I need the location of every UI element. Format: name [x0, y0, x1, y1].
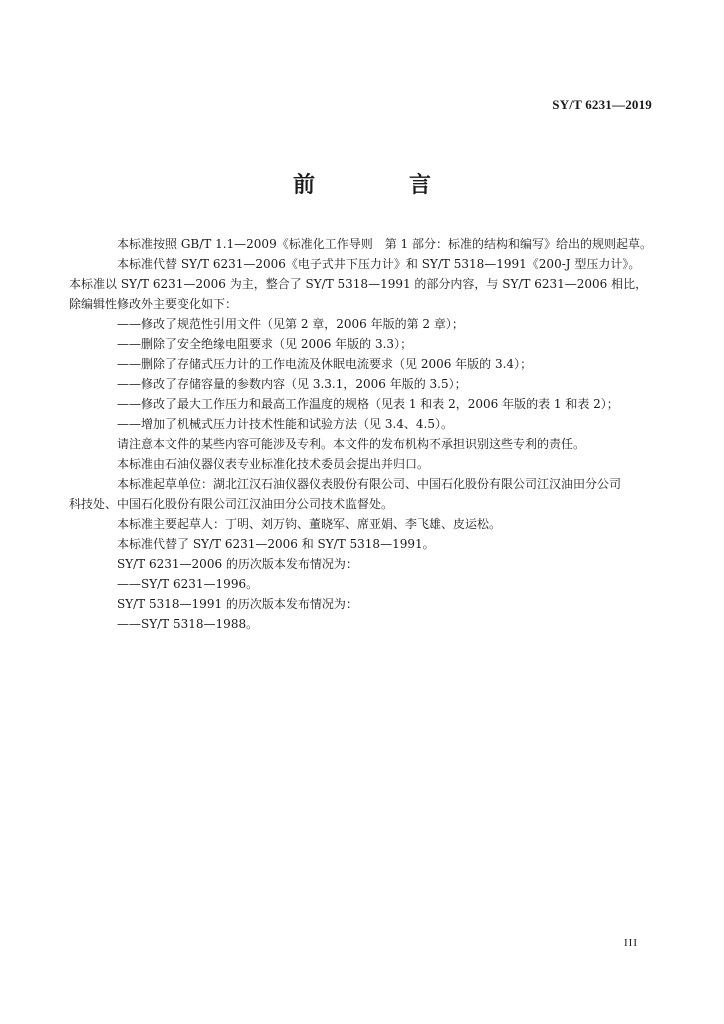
paragraph-drafting-units-line2: 科技处、中国石化股份有限公司江汉油田分公司技术监督处。 [69, 497, 394, 511]
change-item: ——增加了机械式压力计技术性能和试验方法（见 3.4、4.5）。 [117, 417, 453, 431]
change-item: ——删除了安全绝缘电阻要求（见 2006 年版的 3.3）； [117, 337, 413, 351]
paragraph-changes-intro-line2: 除编辑性修改外主要变化如下： [69, 297, 238, 311]
standard-code: SY/T 6231—2019 [552, 97, 652, 112]
page-title: 前 言 [292, 172, 467, 198]
paragraph-patent-notice: 请注意本文件的某些内容可能涉及专利。本文件的发布机构不承担识别这些专利的责任。 [117, 437, 586, 451]
paragraph-proposed-by: 本标准由石油仪器仪表专业标准化技术委员会提出并归口。 [117, 457, 430, 471]
paragraph-drafting-units-line1: 本标准起草单位：湖北江汉石油仪器仪表股份有限公司、中国石化股份有限公司江汉油田分公司 [117, 477, 622, 491]
change-item: ——修改了规范性引用文件（见第 2 章，2006 年版的第 2 章）； [117, 317, 464, 331]
paragraph-history-5318: SY/T 5318—1991 的历次版本发布情况为： [117, 597, 358, 611]
paragraph-drafters: 本标准主要起草人：丁明、刘万钧、董晓军、席亚娟、李飞雄、皮运松。 [117, 517, 502, 531]
paragraph-replaced-standards: 本标准代替了 SY/T 6231—2006 和 SY/T 5318—1991。 [117, 537, 435, 551]
history-item: ——SY/T 5318—1988。 [117, 617, 259, 631]
paragraph-drafting-rules: 本标准按照 GB/T 1.1—2009《标准化工作导则 第 1 部分：标准的结构和编写》给出的规则起草。 [117, 237, 652, 251]
paragraph-replaces: 本标准代替 SY/T 6231—2006《电子式井下压力计》和 SY/T 5318—1991《200-J 型压力计》。 [117, 257, 641, 271]
change-item: ——修改了最大工作压力和最高工作温度的规格（见表 1 和表 2，2006 年版的表 1 和表 2）； [117, 397, 619, 411]
paragraph-changes-intro-line1: 本标准以 SY/T 6231—2006 为主，整合了 SY/T 5318—1991 的部分内容，与 SY/T 6231—2006 相比， [69, 277, 648, 291]
foreword-body [69, 234, 659, 634]
paragraph-history-6231: SY/T 6231—2006 的历次版本发布情况为： [117, 557, 358, 571]
history-item: ——SY/T 6231—1996。 [117, 577, 259, 591]
page-number: III [624, 937, 638, 949]
change-item: ——删除了存储式压力计的工作电流及休眠电流要求（见 2006 年版的 3.4）； [117, 357, 533, 371]
change-item: ——修改了存储容量的参数内容（见 3.3.1，2006 年版的 3.5）； [117, 377, 467, 391]
